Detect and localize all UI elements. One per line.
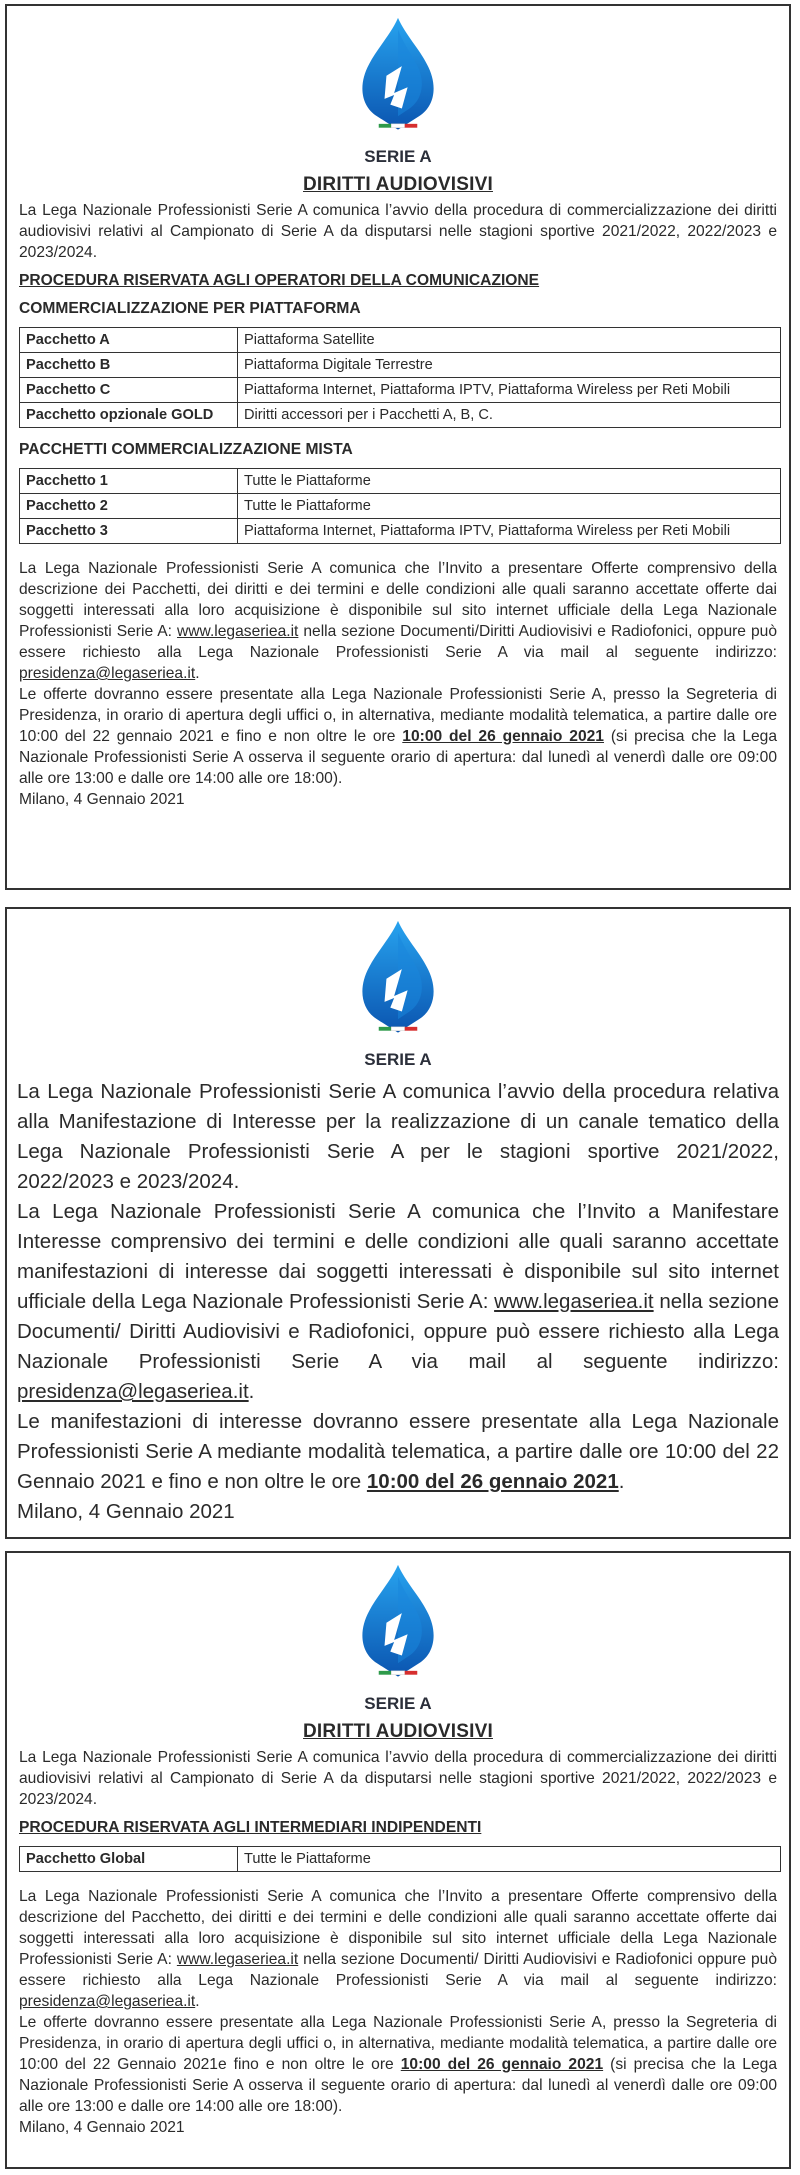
deadline: 10:00 del 26 gennaio 2021 — [366, 1470, 619, 1493]
signoff: Milano, 4 Gennaio 2021 — [19, 791, 185, 808]
serie-a-logo — [7, 1553, 789, 1713]
deadline: 10:00 del 26 gennaio 2021 — [400, 2056, 604, 2073]
section-heading-mista: PACCHETTI COMMERCIALIZZAZIONE MISTA — [19, 441, 353, 458]
serie-a-logo — [7, 909, 789, 1069]
logo-text: SERIE A — [364, 147, 432, 166]
website-link[interactable]: www.legaseriea.it — [176, 1951, 299, 1968]
deadline: 10:00 del 26 gennaio 2021 — [402, 728, 604, 745]
website-link[interactable]: www.legaseriea.it — [177, 623, 299, 640]
email-link[interactable]: presidenza@legaseriea.it — [17, 1380, 249, 1403]
email-link[interactable]: presidenza@legaseriea.it — [19, 665, 196, 682]
table-row: Pacchetto 1 Tutte le Piattaforme — [20, 469, 781, 494]
intro-text: La Lega Nazionale Professionisti Serie A comunica l’avvio della procedura di commercializzazione dei diritti audiovisivi relativi al Campionato di Serie A da disputarsi nelle stagioni sportive 2021/2022, 2022/2023 e 2023/2024. — [19, 1749, 777, 1808]
notice-manifestazione-interesse — [5, 907, 791, 1539]
section-heading-piattaforma: COMMERCIALIZZAZIONE PER PIATTAFORMA — [19, 300, 361, 317]
manifestazione-paragraph-1: La Lega Nazionale Professionisti Serie A comunica l’avvio della procedura relativa alla Manifestazione di Interesse per la realizzazione di un canale tematico della Lega Nazionale Professionisti Serie A per le stagioni sportive 2021/2022, 2022/2023 e 2023/2024. — [17, 1080, 779, 1193]
body-paragraph-offerte: Le offerte dovranno essere presentate alla Lega Nazionale Professionisti Serie A, presso la Segreteria di Presidenza, in orario di apertura degli uffici o, in alternativa, mediante modalità telematica, a partire dalle ore 10:00 del 22 Gennaio 2021e fino e non oltre le ore 10:00 del 26 gennaio 2021 (si precisa che la Lega Nazionale Professionisti Serie A osserva il seguente orario di apertura: dal lunedì al venerdì dalle ore 09:00 alle ore 13:00 e dalle ore 14:00 alle ore 18:00). — [19, 2014, 777, 2115]
signoff: Milano, 4 Gennaio 2021 — [19, 2119, 185, 2136]
notice-title: DIRITTI AUDIOVISIVI — [303, 1721, 493, 1742]
table-row: Pacchetto B Piattaforma Digitale Terrestre — [20, 353, 781, 378]
email-link[interactable]: presidenza@legaseriea.it — [19, 1993, 196, 2010]
table-row: Pacchetto opzionale GOLD Diritti accessori per i Pacchetti A, B, C. — [20, 403, 781, 428]
manifestazione-paragraph-3: Le manifestazioni di interesse dovranno essere presentate alla Lega Nazionale Professionisti Serie A mediante modalità telematica, a partire dalle ore 10:00 del 22 Gennaio 2021 e fino e non oltre le ore 10:00 del 26 gennaio 2021. — [17, 1410, 779, 1493]
table-row: Pacchetto A Piattaforma Satellite — [20, 328, 781, 353]
signoff: Milano, 4 Gennaio 2021 — [17, 1500, 235, 1523]
procedure-heading: PROCEDURA RISERVATA AGLI OPERATORI DELLA COMUNICAZIONE — [19, 272, 540, 289]
logo-text: SERIE A — [364, 1694, 432, 1713]
body-paragraph-offerte: Le offerte dovranno essere presentate alla Lega Nazionale Professionisti Serie A, presso la Segreteria di Presidenza, in orario di apertura degli uffici o, in alternativa, mediante modalità telematica, a partire dalle ore 10:00 del 22 gennaio 2021 e fino e non oltre le ore 10:00 del 26 gennaio 2021 (si precisa che la Lega Nazionale Professionisti Serie A osserva il seguente orario di apertura: dal lunedì al venerdì dalle ore 09:00 alle ore 13:00 e dalle ore 14:00 alle ore 18:00). — [19, 686, 778, 787]
notice-diritti-audiovisivi-intermediari — [5, 1551, 791, 2169]
body-paragraph-invito: La Lega Nazionale Professionisti Serie A comunica che l’Invito a presentare Offerte comprensivo della descrizione del Pacchetto, dei diritti e dei termini e delle condizioni alle quali saranno accettate offerte dai soggetti interessati alla loro acquisizione è disponibile sul sito internet ufficiale della Lega Nazionale Professionisti Serie A: www.legaseriea.it nella sezione Documenti/ Diritti Audiovisivi e Radiofonici oppure può essere richiesto alla Lega Nazionale Professionisti Serie A via mail al seguente indirizzo: presidenza@legaseriea.it. — [19, 1888, 777, 2010]
website-link[interactable]: www.legaseriea.it — [494, 1290, 654, 1313]
procedure-heading: PROCEDURA RISERVATA AGLI INTERMEDIARI INDIPENDENTI — [19, 1819, 482, 1836]
logo-text: SERIE A — [364, 1050, 432, 1069]
manifestazione-paragraph-2: La Lega Nazionale Professionisti Serie A comunica che l’Invito a Manifestare Interesse comprensivo dei termini e delle condizioni alle quali saranno accettate manifestazioni di interesse dai soggetti interessati è disponibile sul sito internet ufficiale della Lega Nazionale Professionisti Serie A: www.legaseriea.it nella sezione Documenti/ Diritti Audiovisivi e Radiofonici, oppure può essere richiesto alla Lega Nazionale Professionisti Serie A via mail al seguente indirizzo: presidenza@legaseriea.it. — [17, 1200, 779, 1403]
table-row: Pacchetto C Piattaforma Internet, Piattaforma IPTV, Piattaforma Wireless per Reti Mobili — [20, 378, 781, 403]
notice-title: DIRITTI AUDIOVISIVI — [303, 174, 493, 195]
body-paragraph-invito: La Lega Nazionale Professionisti Serie A comunica che l’Invito a presentare Offerte comprensivo della descrizione dei Pacchetti, dei diritti e dei termini e delle condizioni alle quali saranno accettate offerte dai soggetti interessati alla loro acquisizione è disponibile sul sito internet ufficiale della Lega Nazionale Professionisti Serie A: www.legaseriea.it nella sezione Documenti/Diritti Audiovisivi e Radiofonici, oppure può essere richiesto alla Lega Nazionale Professionisti Serie A via mail al seguente indirizzo: presidenza@legaseriea.it. — [19, 560, 778, 682]
intro-text: La Lega Nazionale Professionisti Serie A comunica l’avvio della procedura di commercializzazione dei diritti audiovisivi relativi al Campionato di Serie A da disputarsi nelle stagioni sportive 2021/2022, 2022/2023 e 2023/2024. — [19, 202, 777, 261]
packages-table-mista — [19, 468, 781, 544]
table-row: Pacchetto Global Tutte le Piattaforme — [20, 1847, 781, 1872]
table-row: Pacchetto 3 Piattaforma Internet, Piattaforma IPTV, Piattaforma Wireless per Reti Mobili — [20, 519, 781, 544]
notice-diritti-audiovisivi-operatori — [5, 4, 791, 890]
packages-table-piattaforma — [19, 327, 781, 428]
packages-table-global — [19, 1846, 781, 1872]
table-row: Pacchetto 2 Tutte le Piattaforme — [20, 494, 781, 519]
serie-a-logo — [7, 6, 789, 166]
